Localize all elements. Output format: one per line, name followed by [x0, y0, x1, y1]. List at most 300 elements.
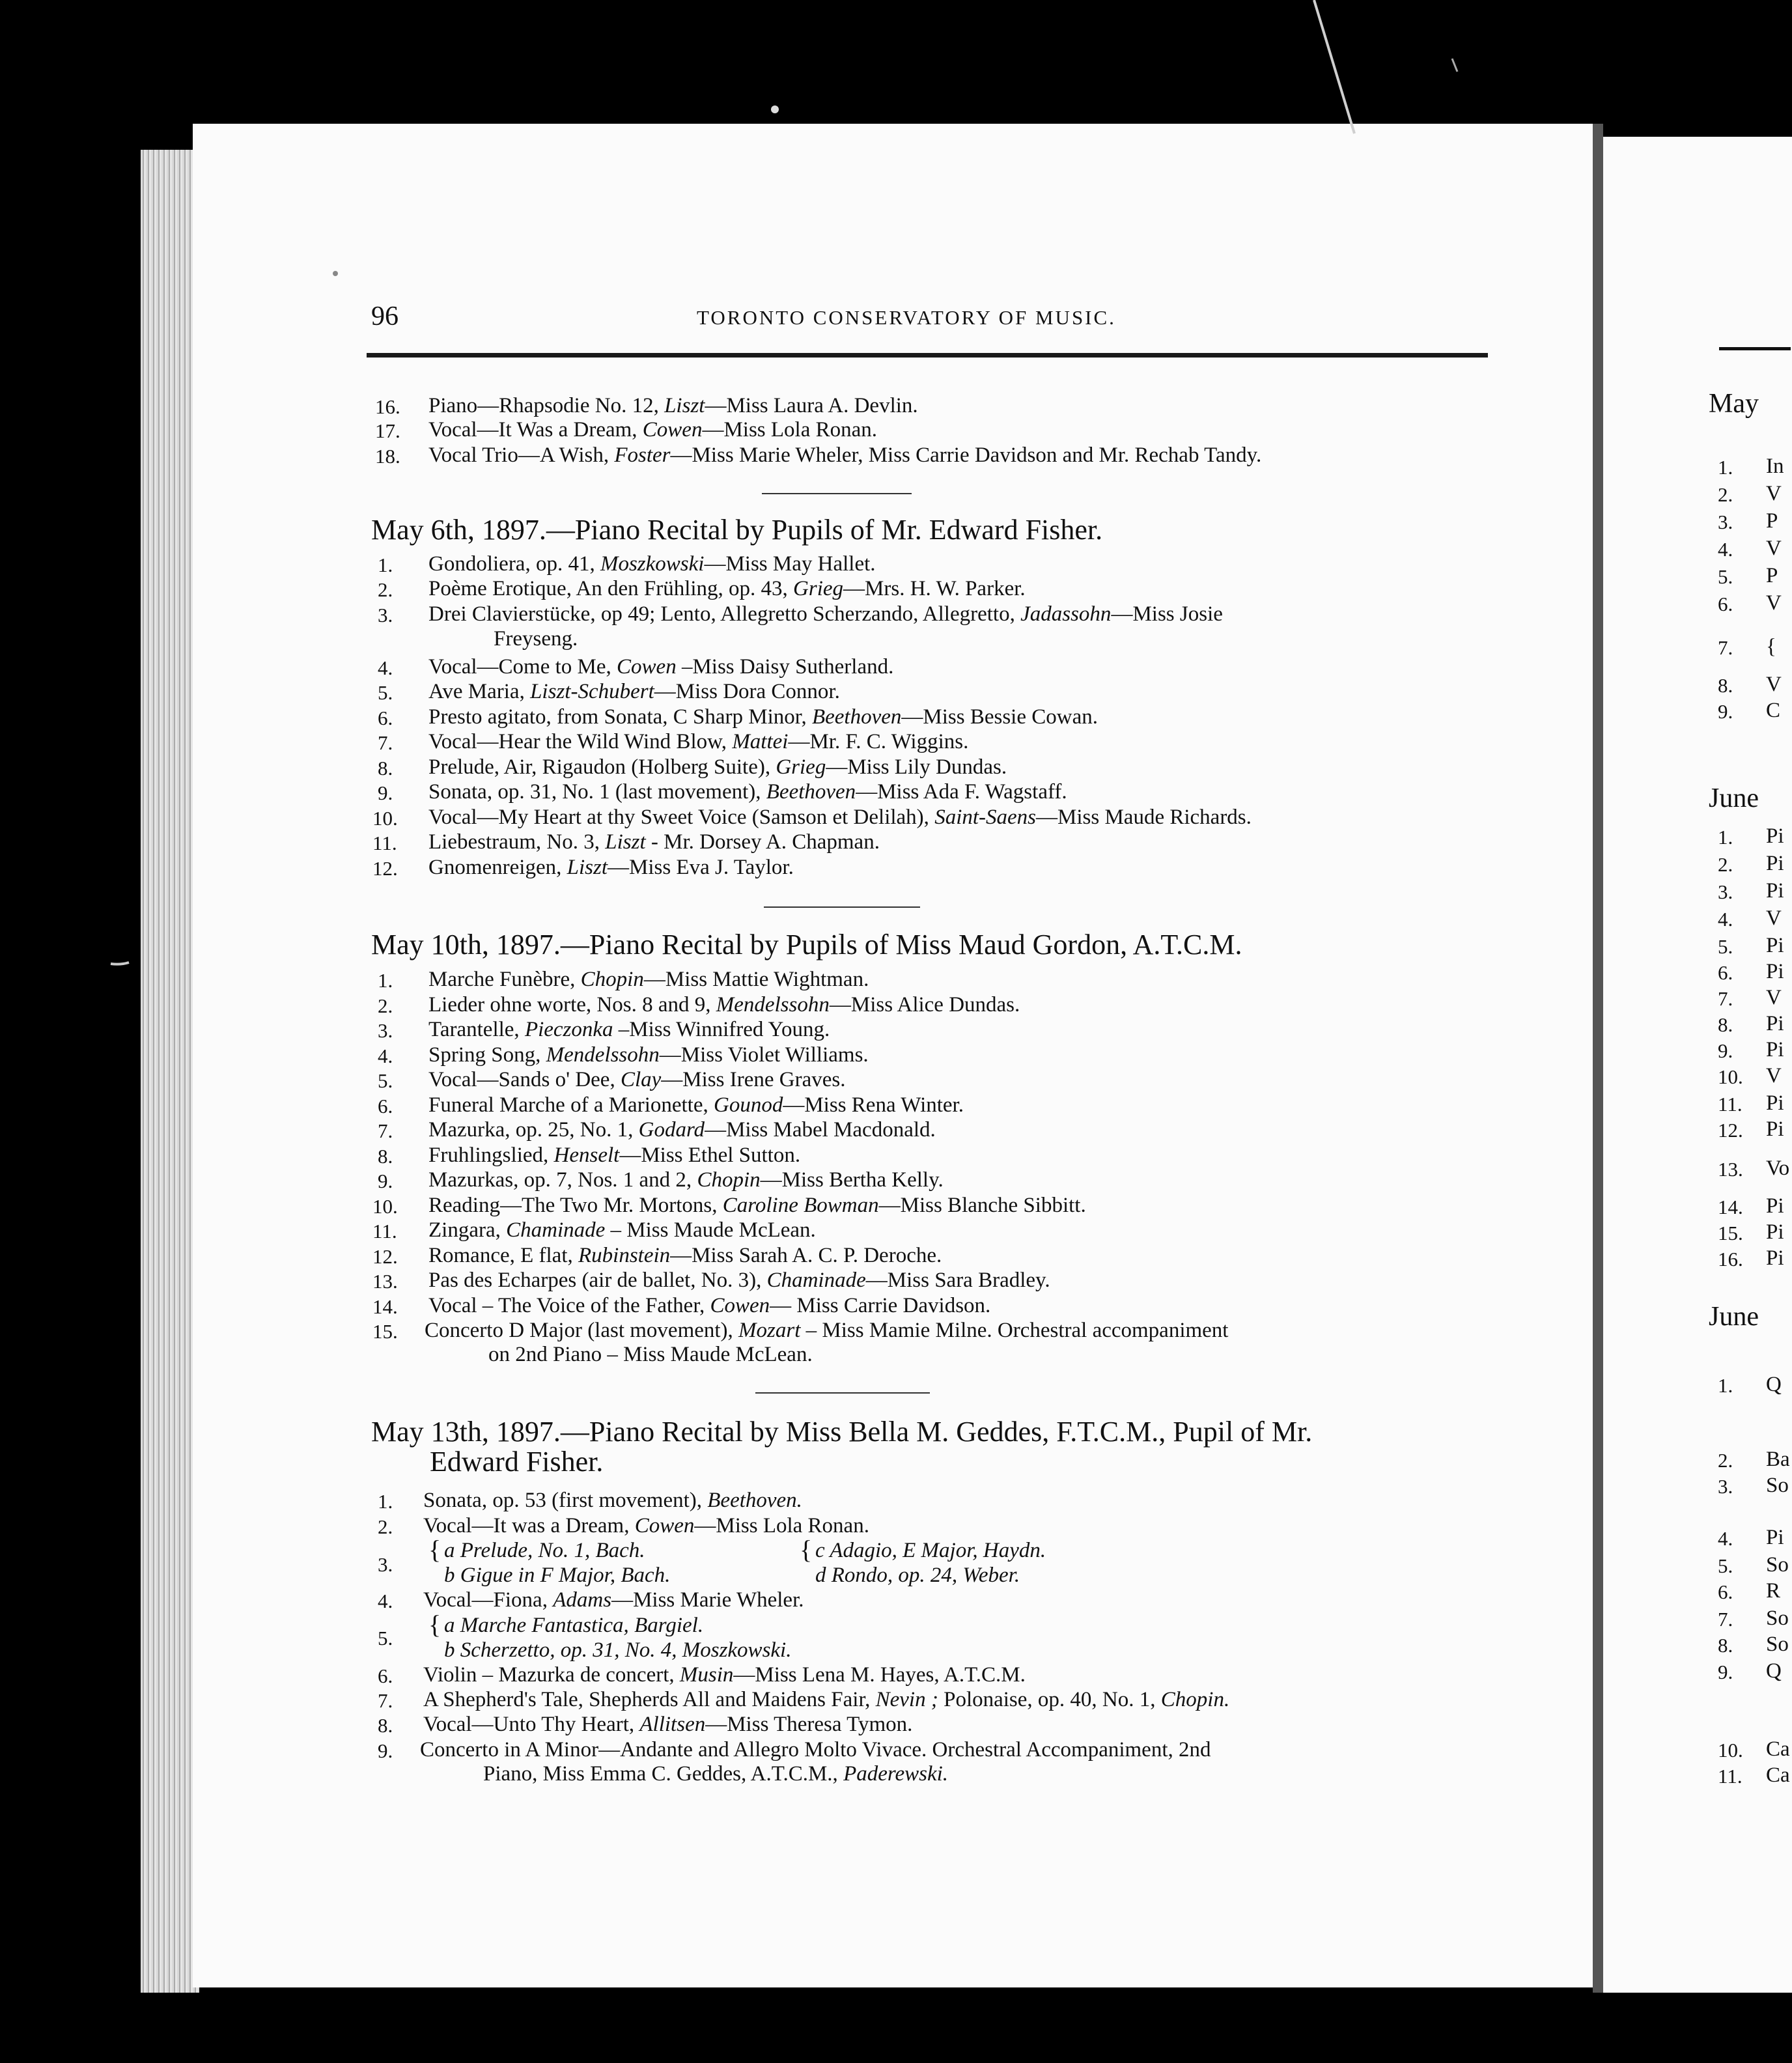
piece-title: Tarantelle, — [428, 1018, 525, 1041]
program-item-fragment: Q — [1766, 1373, 1782, 1396]
program-item — [428, 1093, 964, 1117]
item-number: 7. — [1718, 987, 1733, 1010]
program-item-fragment: Ca — [1766, 1737, 1790, 1761]
scan-scratch-mark — [1452, 59, 1457, 72]
program-item — [428, 1294, 990, 1317]
program-item — [423, 1588, 804, 1612]
piece-title: b Scherzetto, op. 31, No. 4, — [444, 1638, 682, 1662]
piece-title: Vocal—Fiona, — [423, 1588, 553, 1612]
item-number: 4. — [1718, 538, 1733, 561]
piece-title: A Shepherd's Tale, Shepherds All and Maidens Fair, — [423, 1688, 876, 1711]
composer-name: Mendelssohn — [716, 993, 830, 1017]
item-number: 3. — [378, 1019, 393, 1042]
performer-name: —Miss Mattie Wightman. — [643, 968, 869, 991]
item-number: 6. — [378, 1664, 393, 1687]
piece-title: Vocal—Unto Thy Heart, — [423, 1713, 640, 1736]
program-subitem — [444, 1539, 645, 1562]
program-item-continuation — [483, 1762, 948, 1786]
scan-dust-speck — [111, 962, 129, 964]
program-item — [423, 1713, 912, 1736]
program-item — [428, 730, 968, 753]
composer-name: Allitsen — [639, 1713, 706, 1736]
piece-title: Mazurkas, op. 7, Nos. 1 and 2, — [428, 1168, 697, 1192]
program-item-fragment: R — [1766, 1579, 1781, 1603]
performer-name: —Mrs. H. W. Parker. — [843, 577, 1026, 600]
item-number: 7. — [378, 731, 393, 754]
program-item-fragment: Pi — [1766, 852, 1784, 875]
performer-name: —Miss Theresa Tymon. — [705, 1713, 913, 1736]
composer-name: Cowen — [710, 1294, 770, 1317]
performer-name: —Miss Lena M. Hayes, A.T.C.M. — [733, 1663, 1026, 1687]
composer-name: Liszt-Schubert — [530, 680, 654, 703]
piece-title: Piano—Rhapsodie No. 12, — [428, 394, 665, 417]
item-number: 15. — [372, 1320, 398, 1343]
piece-title: Prelude, Air, Rigaudon (Holberg Suite), — [428, 755, 776, 779]
program-item — [428, 856, 794, 879]
item-number: 8. — [378, 1145, 393, 1168]
performer-name: —Miss Bessie Cowan. — [901, 705, 1098, 729]
performer-name: —Miss Mabel Macdonald. — [705, 1118, 936, 1142]
piece-title: b Gigue in F Major, — [444, 1564, 621, 1587]
brace-icon: { — [428, 1535, 441, 1564]
program-subitem — [444, 1564, 670, 1587]
item-number: 2. — [378, 994, 393, 1017]
recital-heading: May 6th, 1897.—Piano Recital by Pupils of Mr. Edward Fisher. — [371, 514, 1103, 546]
composer-name: Bach. — [621, 1564, 671, 1587]
piece-title: Romance, E flat, — [428, 1244, 579, 1267]
composer-name: Chopin. — [1160, 1688, 1230, 1711]
item-number: 8. — [1718, 1013, 1733, 1036]
composer-name: Henselt — [553, 1144, 620, 1167]
right-recital-heading: May — [1709, 389, 1759, 419]
program-item — [423, 1514, 869, 1537]
program-item-fragment: Pi — [1766, 1012, 1784, 1035]
item-number: 2. — [378, 578, 393, 601]
item-number: 3. — [378, 1553, 393, 1576]
item-number: 18. — [375, 445, 400, 468]
program-item — [428, 755, 1007, 779]
program-item-fragment: P — [1766, 509, 1778, 533]
program-item-continuation: on 2nd Piano – Miss Maude McLean. — [488, 1343, 813, 1366]
item-number: 14. — [372, 1295, 398, 1318]
piece-title: Mazurka, op. 25, No. 1, — [428, 1118, 639, 1142]
program-item-fragment: P — [1766, 564, 1778, 587]
performer-name: – Miss Mamie Milne. Orchestral accompaniment — [800, 1319, 1229, 1342]
right-recital-heading: June — [1709, 783, 1759, 813]
item-number: 3. — [1718, 1475, 1733, 1498]
piece-title: Violin – Mazurka de concert, — [423, 1663, 680, 1687]
program-item — [428, 443, 1261, 467]
program-item — [428, 968, 869, 991]
program-item — [428, 705, 1098, 729]
program-item-fragment: Pi — [1766, 960, 1784, 983]
program-item-fragment: Ca — [1766, 1763, 1790, 1787]
piece-title: Polonaise, op. 40, No. 1, — [938, 1688, 1161, 1711]
program-item — [428, 680, 840, 703]
header-rule — [367, 353, 1488, 358]
performer-name: —Miss Sarah A. C. P. Deroche. — [670, 1244, 942, 1267]
performer-name: —Miss Lily Dundas. — [826, 755, 1007, 779]
performer-name: —Miss Laura A. Devlin. — [705, 394, 918, 417]
program-item-fragment: Pi — [1766, 824, 1784, 848]
item-number: 6. — [378, 1095, 393, 1117]
item-number: 15. — [1718, 1222, 1743, 1244]
item-number: 9. — [1718, 1661, 1733, 1683]
item-number: 1. — [1718, 826, 1733, 849]
performer-name: —Miss Violet Williams. — [659, 1043, 869, 1067]
piece-title: a Prelude, No. 1, — [444, 1539, 596, 1562]
program-item-fragment: V — [1766, 537, 1782, 560]
program-item — [428, 1194, 1086, 1217]
recital-heading: May 13th, 1897.—Piano Recital by Miss Bella M. Geddes, F.T.C.M., Pupil of Mr. — [371, 1416, 1313, 1448]
composer-name: Paderewski. — [843, 1762, 949, 1786]
piece-title: Presto agitato, from Sonata, C Sharp Minor, — [428, 705, 812, 729]
program-item-fragment: { — [1766, 635, 1776, 658]
composer-name: Nevin ; — [875, 1688, 938, 1711]
item-number: 5. — [1718, 1554, 1733, 1577]
performer-name: —Miss Dora Connor. — [654, 680, 840, 703]
piece-title: Poème Erotique, An den Frühling, op. 43, — [428, 577, 794, 600]
program-item — [428, 394, 918, 417]
item-number: 17. — [375, 419, 400, 442]
program-subitem — [444, 1614, 703, 1637]
program-item — [428, 1144, 800, 1167]
item-number: 11. — [1718, 1093, 1743, 1116]
running-header-title: TORONTO CONSERVATORY OF MUSIC. — [697, 306, 1116, 329]
composer-name: Beethoven — [766, 780, 856, 804]
piece-title: Pas des Echarpes (air de ballet, No. 3), — [428, 1269, 767, 1292]
piece-title: a Marche Fantastica, — [444, 1614, 635, 1637]
item-number: 4. — [1718, 908, 1733, 931]
performer-name: —Miss Eva J. Taylor. — [607, 856, 794, 879]
piece-title: Marche Funèbre, — [428, 968, 581, 991]
composer-name: Liszt — [567, 856, 608, 879]
composer-name: Clay — [620, 1068, 662, 1091]
composer-name: Cowen — [634, 1514, 695, 1537]
program-item-fragment: V — [1766, 986, 1782, 1009]
composer-name: Mendelssohn — [546, 1043, 660, 1067]
program-item-fragment: C — [1766, 699, 1781, 722]
item-number: 10. — [1718, 1739, 1743, 1761]
item-number: 4. — [378, 656, 393, 679]
item-number: 9. — [1718, 700, 1733, 723]
section-separator — [755, 1392, 930, 1394]
program-item-fragment: V — [1766, 673, 1782, 696]
performer-name: —Miss Lola Ronan. — [702, 418, 878, 442]
program-item-fragment: So — [1766, 1607, 1789, 1630]
recital-heading: May 10th, 1897.—Piano Recital by Pupils of Miss Maud Gordon, A.T.C.M. — [371, 929, 1242, 961]
composer-name: Weber. — [962, 1564, 1020, 1587]
performer-name: —Miss Rena Winter. — [783, 1093, 964, 1117]
program-item-fragment: Pi — [1766, 1526, 1784, 1549]
item-number: 9. — [378, 1170, 393, 1192]
piece-title: Funeral Marche of a Marionette, — [428, 1093, 714, 1117]
composer-name: Liszt — [605, 830, 646, 854]
item-number: 8. — [378, 1714, 393, 1737]
item-number: 8. — [378, 757, 393, 779]
composer-name: Chaminade — [506, 1218, 606, 1242]
piece-title: Lieder ohne worte, Nos. 8 and 9, — [428, 993, 716, 1017]
program-item-fragment: V — [1766, 1064, 1782, 1088]
item-number: 1. — [378, 1490, 393, 1513]
composer-name: Gounod — [714, 1093, 783, 1117]
program-item — [428, 780, 1067, 804]
program-item-continuation: Freyseng. — [494, 627, 578, 651]
item-number: 9. — [1718, 1039, 1733, 1062]
item-number: 12. — [372, 857, 398, 880]
program-item-fragment: V — [1766, 906, 1782, 930]
piece-title: Gnomenreigen, — [428, 856, 567, 879]
performer-name: —Miss Irene Graves. — [661, 1068, 846, 1091]
item-number: 6. — [1718, 961, 1733, 984]
program-item-fragment: Pi — [1766, 1194, 1784, 1218]
piece-title: Zingara, — [428, 1218, 507, 1242]
program-item-fragment: So — [1766, 1633, 1789, 1656]
program-item — [428, 1043, 869, 1067]
performer-name: —Miss Bertha Kelly. — [760, 1168, 944, 1192]
composer-name: Rubinstein — [578, 1244, 671, 1267]
item-number: 12. — [372, 1245, 398, 1268]
piece-title: Vocal—It was a Dream, — [423, 1514, 635, 1537]
item-number: 2. — [1718, 1449, 1733, 1472]
composer-name: Bach. — [595, 1539, 645, 1562]
program-item-fragment: So — [1766, 1553, 1789, 1577]
performer-name: —Mr. F. C. Wiggins. — [788, 730, 969, 753]
section-separator — [764, 906, 920, 908]
piece-title: Vocal—It Was a Dream, — [428, 418, 643, 442]
performer-name: – Miss Maude McLean. — [605, 1218, 816, 1242]
page-number: 96 — [371, 302, 399, 331]
item-number: 16. — [1718, 1248, 1743, 1270]
performer-name: –Miss Daisy Sutherland. — [676, 655, 894, 679]
item-number: 6. — [378, 707, 393, 729]
section-separator — [762, 493, 912, 494]
item-number: 8. — [1718, 1634, 1733, 1657]
item-number: 5. — [1718, 935, 1733, 958]
item-number: 16. — [375, 395, 400, 418]
brace-icon: { — [800, 1535, 813, 1564]
item-number: 11. — [1718, 1765, 1743, 1788]
composer-name: Bargiel. — [634, 1614, 704, 1637]
program-item-fragment: Pi — [1766, 934, 1784, 957]
composer-name: Mattei — [732, 730, 789, 753]
performer-name: –Miss Winnifred Young. — [613, 1018, 830, 1041]
item-number: 1. — [378, 554, 393, 576]
program-item-fragment: Vo — [1766, 1157, 1790, 1180]
program-item-fragment: Pi — [1766, 1220, 1784, 1244]
program-item — [428, 577, 1026, 600]
item-number: 6. — [1718, 1580, 1733, 1603]
piece-title: Drei Clavierstücke, op 49; Lento, Allegretto Scherzando, Allegretto, — [428, 602, 1021, 626]
item-number: 14. — [1718, 1196, 1743, 1218]
piece-title: Vocal—My Heart at thy Sweet Voice (Samson et Delilah), — [428, 806, 935, 829]
performer-name: —Miss Sara Bradley. — [865, 1269, 1050, 1292]
piece-title: Vocal—Sands o' Dee, — [428, 1068, 621, 1091]
performer-name: —Miss Ethel Sutton. — [619, 1144, 801, 1167]
right-header-rule — [1719, 347, 1791, 350]
scan-scratch-mark — [1314, 0, 1354, 133]
item-number: 8. — [1718, 674, 1733, 697]
item-number: 3. — [1718, 880, 1733, 903]
item-number: 5. — [1718, 565, 1733, 588]
piece-title: Vocal Trio—A Wish, — [428, 443, 615, 467]
piece-title: Liebestraum, No. 3, — [428, 830, 606, 854]
program-item-fragment: In — [1766, 455, 1784, 478]
program-item — [428, 655, 893, 679]
program-item — [428, 418, 877, 442]
program-item — [428, 1244, 942, 1267]
program-item-fragment: V — [1766, 591, 1782, 615]
piece-title: Sonata, op. 53 (first movement), — [423, 1489, 708, 1512]
composer-name: Cowen — [617, 655, 677, 679]
performer-name: —Miss Blanche Sibbitt. — [878, 1194, 1086, 1217]
item-number: 10. — [372, 1195, 398, 1218]
item-number: 2. — [1718, 853, 1733, 876]
program-item-fragment: Pi — [1766, 1117, 1784, 1141]
item-number: 2. — [378, 1515, 393, 1538]
performer-name: —Miss Alice Dundas. — [829, 993, 1020, 1017]
composer-name: Adams — [553, 1588, 612, 1612]
program-item-fragment: Ba — [1766, 1448, 1790, 1471]
item-number: 5. — [378, 681, 393, 704]
composer-name: Beethoven. — [707, 1489, 802, 1512]
item-number: 5. — [378, 1069, 393, 1092]
program-item — [428, 1218, 816, 1242]
piece-title: d Rondo, op. 24, — [815, 1564, 963, 1587]
item-number: 1. — [1718, 1374, 1733, 1397]
piece-title: c Adagio, E Major, — [815, 1539, 983, 1562]
piece-title: Spring Song, — [428, 1043, 546, 1067]
program-item — [428, 1269, 1050, 1292]
composer-name: Moszkowski. — [682, 1638, 792, 1662]
composer-name: Liszt — [664, 394, 705, 417]
item-number: 12. — [1718, 1119, 1743, 1142]
item-number: 1. — [1718, 456, 1733, 479]
composer-name: Jadassohn — [1020, 602, 1112, 626]
item-number: 10. — [1718, 1065, 1743, 1088]
item-number: 7. — [1718, 636, 1733, 659]
piece-title: Vocal – The Voice of the Father, — [428, 1294, 710, 1317]
item-number: 13. — [372, 1270, 398, 1293]
recital-heading-continuation: Edward Fisher. — [430, 1446, 604, 1478]
program-item — [428, 1068, 845, 1091]
composer-name: Mozart — [738, 1319, 801, 1342]
program-item — [428, 602, 1223, 626]
program-subitem — [444, 1638, 791, 1662]
item-number: 9. — [378, 1739, 393, 1762]
program-item — [428, 806, 1252, 829]
program-subitem — [815, 1564, 1020, 1587]
item-number: 3. — [378, 604, 393, 626]
program-item: Concerto in A Minor—Andante and Allegro Molto Vivace. Orchestral Accompaniment, 2nd — [420, 1738, 1211, 1761]
composer-name: Moszkowski — [600, 552, 705, 576]
program-subitem — [815, 1539, 1046, 1562]
piece-title: Fruhlingslied, — [428, 1144, 554, 1167]
composer-name: Chopin — [697, 1168, 761, 1192]
performer-name: —Miss Ada F. Wagstaff. — [856, 780, 1067, 804]
program-item-fragment: Pi — [1766, 879, 1784, 903]
item-number: 11. — [372, 1220, 397, 1242]
composer-name: Pieczonka — [524, 1018, 613, 1041]
performer-name: —Miss Josie — [1111, 602, 1223, 626]
composer-name: Saint-Saens — [934, 806, 1037, 829]
composer-name: Grieg — [793, 577, 844, 600]
composer-name: Grieg — [776, 755, 826, 779]
program-item-fragment: Q — [1766, 1659, 1782, 1683]
program-item-fragment: Pi — [1766, 1246, 1784, 1270]
item-number: 10. — [372, 807, 398, 830]
item-number: 4. — [378, 1590, 393, 1612]
item-number: 13. — [1718, 1158, 1743, 1181]
program-item — [428, 552, 876, 576]
program-item — [428, 1018, 830, 1041]
item-number: 11. — [372, 832, 397, 854]
program-item-fragment: So — [1766, 1474, 1789, 1497]
item-number: 7. — [378, 1689, 393, 1712]
composer-name: Beethoven — [811, 705, 902, 729]
program-item-fragment: Pi — [1766, 1038, 1784, 1061]
right-recital-heading: June — [1709, 1302, 1759, 1332]
composer-name: Godard — [638, 1118, 705, 1142]
program-item — [428, 1118, 936, 1142]
performer-name: —Miss Marie Wheler, Miss Carrie Davidson and Mr. Rechab Tandy. — [670, 443, 1262, 467]
composer-name: Musin — [679, 1663, 734, 1687]
item-number: 7. — [378, 1119, 393, 1142]
program-item — [428, 993, 1020, 1017]
program-item-fragment: Pi — [1766, 1091, 1784, 1115]
performer-name: Piano, Miss Emma C. Geddes, A.T.C.M., — [483, 1762, 844, 1786]
piece-title: Vocal—Hear the Wild Wind Blow, — [428, 730, 733, 753]
item-number: 6. — [1718, 593, 1733, 615]
program-item — [423, 1688, 1229, 1711]
item-number: 4. — [1718, 1527, 1733, 1550]
item-number: 4. — [378, 1045, 393, 1067]
item-number: 3. — [1718, 511, 1733, 533]
program-item-fragment: V — [1766, 482, 1782, 505]
piece-title: Reading—The Two Mr. Mortons, — [428, 1194, 723, 1217]
program-item — [425, 1319, 1228, 1342]
piece-title: Vocal—Come to Me, — [428, 655, 617, 679]
composer-name: Caroline Bowman — [722, 1194, 879, 1217]
item-number: 5. — [378, 1627, 393, 1649]
program-item — [423, 1663, 1026, 1687]
program-item — [428, 830, 880, 854]
brace-icon: { — [428, 1610, 441, 1639]
item-number: 9. — [378, 781, 393, 804]
composer-name: Foster — [614, 443, 671, 467]
performer-name: —Miss May Hallet. — [704, 552, 876, 576]
piece-title: Gondoliera, op. 41, — [428, 552, 600, 576]
piece-title: Sonata, op. 31, No. 1 (last movement), — [428, 780, 766, 804]
item-number: 2. — [1718, 483, 1733, 506]
composer-name: Chopin — [580, 968, 644, 991]
composer-name: Haydn. — [983, 1539, 1046, 1562]
program-item — [428, 1168, 944, 1192]
piece-title: Concerto D Major (last movement), — [425, 1319, 739, 1342]
performer-name: —Miss Maude Richards. — [1036, 806, 1252, 829]
performer-name: - Mr. Dorsey A. Chapman. — [645, 830, 880, 854]
performer-name: —Miss Marie Wheler. — [611, 1588, 804, 1612]
performer-name: — Miss Carrie Davidson. — [770, 1294, 991, 1317]
item-number: 7. — [1718, 1608, 1733, 1631]
item-number: 1. — [378, 969, 393, 992]
composer-name: Chaminade — [766, 1269, 866, 1292]
scan-dust-speck — [333, 271, 338, 276]
composer-name: Cowen — [642, 418, 703, 442]
piece-title: Ave Maria, — [428, 680, 531, 703]
performer-name: —Miss Lola Ronan. — [694, 1514, 869, 1537]
program-item — [423, 1489, 802, 1512]
